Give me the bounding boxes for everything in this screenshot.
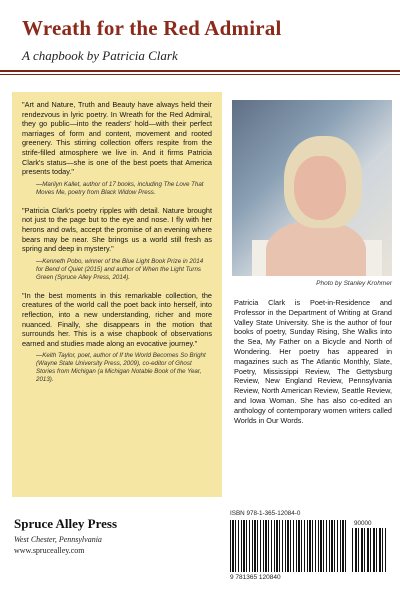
publisher-location: West Chester, Pennsylvania [14,535,102,544]
book-subtitle: A chapbook by Patricia Clark [22,48,178,63]
book-title: Wreath for the Red Admiral [22,16,282,40]
photo-face [294,156,346,220]
barcode [226,508,390,584]
title-rule-thin [0,74,400,75]
barcode-addon-bars [352,528,386,572]
isbn-text: ISBN 978-1-365-12084-0 [230,510,301,517]
blurb-quote: "Art and Nature, Truth and Beauty have always held their rendezvous in lyric poetry. In Wreath for the Red Admiral, they go public—into the readers' hold—with their perfect marriages of form and content, movement and rooted greenery. This stirring collection offers respite from the strife-filled atmosphere we live in. And it firms Patricia Clark's status—she is one of the best poets that America presents today." [22,100,212,177]
blurb-panel [12,92,222,497]
title-rule [0,70,400,72]
blurb-attribution: —Keith Taylor, poet, author of If the World Becomes So Bright (Wayne State University Press, 2009), co-editor of Ghost Stories from Michigan (a Michigan Notable Book of the Year, 2013). [36,352,206,384]
barcode-number: 9 781365 120840 [230,574,281,581]
barcode-bars [230,520,346,572]
publisher-website: www.sprucealley.com [14,546,85,555]
blurb-quote: "In the best moments in this remarkable collection, the creatures of the world call the poet back into herself, into reflection, into a new understanding, richer and more nuanced. Finally, she disappears in the motion that surrounds her. This is a wise chapbook of observations earned and studies made along an evocative journey." [22,290,212,348]
blurb-attribution: —Kenneth Pobo, winner of the Blue Light Book Prize in 2014 for Bend of Quiet (2015) and author of When the Light Turns Green (Spruce Alley Press, 2014). [36,257,204,281]
price-code: 90000 [354,520,372,527]
photo-arm [266,220,366,276]
blurb-attribution: —Marilyn Kallet, author of 17 books, including The Love That Moves Me, poetry from Black Widow Press. [36,180,204,196]
author-bio: Patricia Clark is Poet-in-Residence and Professor in the Department of Writing at Grand Valley State University. She is the author of four books of poetry, Sunday Rising, She Walks into the Sea, My Father on a Bicycle and North of Wondering. Her poetry has appeared in magazines such as The Atlantic Monthly, Slate, Poetry, Mississippi Review, The Gettysburg Review, New England Review, Pennsylvania Review, North American Review, Seattle Review, and Iowa Woman. She has also co-edited an anthology of contemporary women writers called Worlds in Our Words. [234,298,392,425]
blurb-quote: "Patricia Clark's poetry ripples with detail. Nature brought not just to the page but to the eye and nose. I fly with her herons and owls, accept the promise of an evening where bears may be near. She brings us a world still fresh as spring and deep in mystery." [22,205,212,254]
publisher-name: Spruce Alley Press [14,516,118,531]
author-photo [232,100,392,276]
publisher-block [14,516,174,555]
photo-credit: Photo by Stanley Krohmer [316,280,392,287]
